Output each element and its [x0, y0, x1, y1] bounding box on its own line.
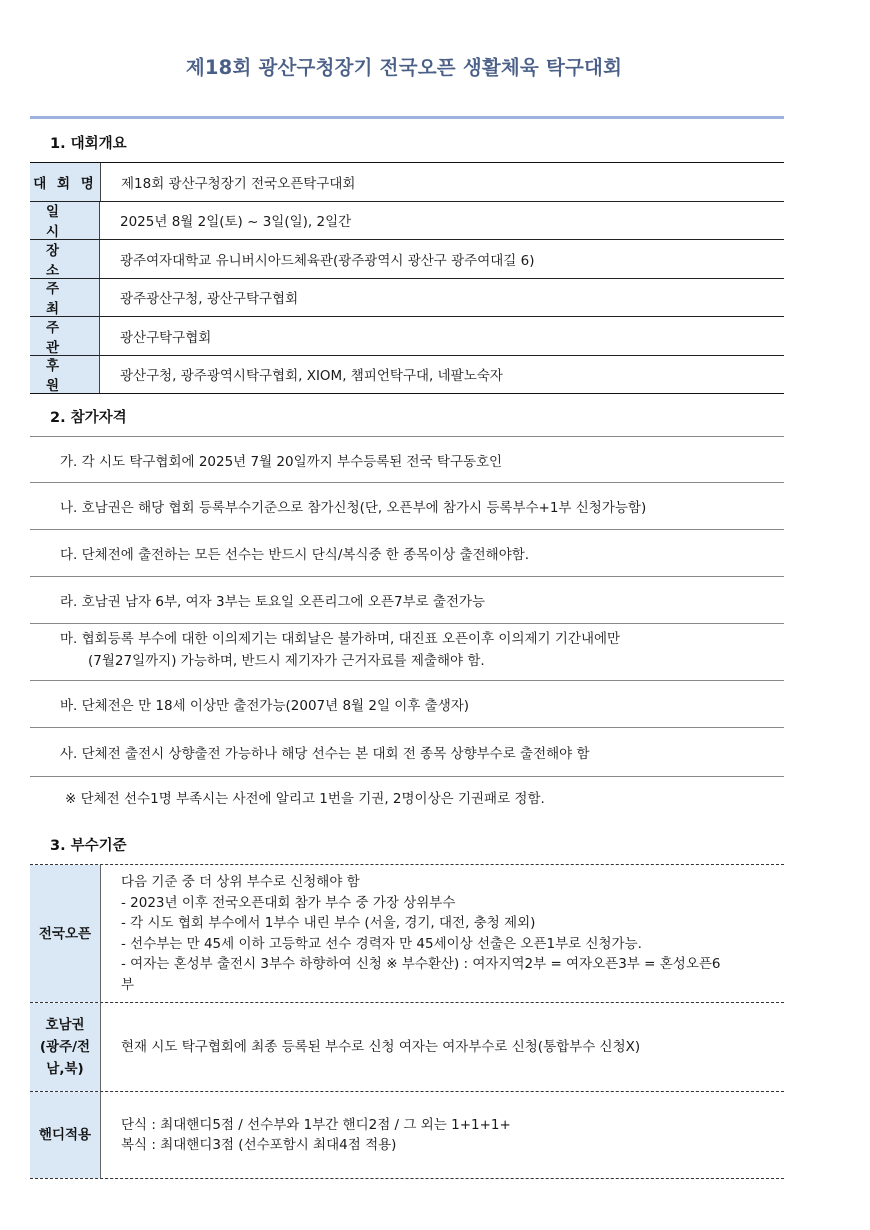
overview-row: [30, 201, 784, 240]
division-value: [101, 865, 784, 1002]
eligibility-item: 사. 단체전 출전시 상향출전 가능하나 해당 선수는 본 대회 전 종목 상향부수로 출전해야 함: [30, 727, 784, 776]
overview-label: 일 시: [30, 202, 100, 240]
overview-table: [30, 162, 784, 394]
eligibility-list: [30, 436, 784, 817]
division-label-text: 핸디적용: [38, 1127, 92, 1143]
overview-value: 2025년 8월 2일(토) ~ 3일(일), 2일간: [120, 214, 352, 231]
title-divider: [30, 116, 784, 119]
eligibility-item-continuation: (7월27일까지) 가능하며, 반드시 제기자가 근거자료를 제출해야 함.: [88, 653, 485, 669]
division-row-national-open: [30, 865, 784, 1002]
eligibility-item: 나. 호남권은 해당 협회 등록부수기준으로 참가신청(단, 오픈부에 참가시 등록부수+1부 신청가능함): [30, 482, 784, 529]
overview-label: 장 소: [30, 240, 100, 278]
eligibility-item: 바. 단체전은 만 18세 이상만 출전가능(2007년 8월 2일 이후 출생자): [30, 680, 784, 727]
division-row-handicap: [30, 1091, 784, 1178]
division-table: [30, 864, 784, 1179]
division-line: - 선수부는 만 45세 이하 고등학교 선수 경력자 만 45세이상 선출은 오픈1부로 신청가능.: [121, 935, 642, 952]
division-value: [101, 1003, 784, 1091]
overview-value: 광주광산구청, 광산구탁구협회: [120, 291, 299, 308]
division-row-honam: [30, 1002, 784, 1091]
overview-label: 후 원: [30, 356, 100, 394]
section-heading-eligibility: 2. 참가자격: [50, 410, 127, 426]
division-label-text: 전국오픈: [38, 925, 92, 942]
eligibility-item: 다. 단체전에 출전하는 모든 선수는 반드시 단식/복식중 한 종목이상 출전해야함.: [30, 529, 784, 576]
eligibility-item: [30, 623, 784, 680]
division-line: 부: [121, 976, 135, 993]
overview-value: 광산구탁구협회: [120, 329, 212, 346]
division-line: 복식 : 최대핸디3점 (선수포함시 최대4점 적용): [121, 1137, 397, 1153]
overview-label: 주 최: [30, 279, 100, 317]
division-line: 단식 : 최대핸디5점 / 선수부와 1부간 핸디2점 / 그 외는 1+1+1+: [121, 1116, 511, 1133]
eligibility-item: 가. 각 시도 탁구협회에 2025년 7월 20일까지 부수등록된 전국 탁구동호인: [30, 436, 784, 482]
eligibility-item: 라. 호남권 남자 6부, 여자 3부는 토요일 오픈리그에 오픈7부로 출전가능: [30, 576, 784, 623]
overview-row: [30, 163, 784, 201]
overview-row: [30, 316, 784, 355]
division-value: [101, 1092, 784, 1178]
page-title: 제18회 광산구청장기 전국오픈 생활체육 탁구대회: [185, 56, 623, 79]
overview-row: [30, 355, 784, 394]
eligibility-item-text: 마. 협회등록 부수에 대한 이의제기는 대회날은 불가하며, 대진표 오픈이후 이의제기 기간내에만: [60, 631, 621, 647]
overview-row: [30, 278, 784, 317]
overview-label: 주 관: [30, 317, 100, 355]
overview-value: 광산구청, 광주광역시탁구협회, XIOM, 챔피언탁구대, 네팔노숙자: [120, 368, 503, 385]
division-label: [30, 865, 101, 1002]
overview-value: 광주여자대학교 유니버시아드체육관(광주광역시 광산구 광주여대길 6): [120, 252, 535, 269]
section-heading-overview: 1. 대회개요: [50, 136, 127, 152]
section-heading-division: 3. 부수기준: [50, 838, 127, 854]
division-line: 현재 시도 탁구협회에 최종 등록된 부수로 신청 여자는 여자부수로 신청(통합부수 신청X): [121, 1038, 641, 1055]
division-label: [30, 1003, 101, 1091]
division-line: - 2023년 이후 전국오픈대회 참가 부수 중 가장 상위부수: [121, 894, 456, 911]
division-label-text: 남,북): [46, 1061, 84, 1077]
overview-row: [30, 239, 784, 278]
division-line: - 여자는 혼성부 출전시 3부수 하향하여 신청 ※ 부수환산) : 여자지역2부 = 여자오픈3부 = 혼성오픈6: [121, 956, 721, 972]
division-line: 다음 기준 중 더 상위 부수로 신청해야 함: [121, 874, 360, 890]
division-label-text: 호남권: [45, 1017, 85, 1033]
overview-label: 대 회 명: [30, 163, 101, 201]
division-line: - 각 시도 협회 부수에서 1부수 내린 부수 (서울, 경기, 대전, 충청 제외): [121, 915, 536, 931]
division-label: [30, 1092, 101, 1178]
overview-value: 제18회 광산구청장기 전국오픈탁구대회: [121, 175, 356, 192]
eligibility-note: ※ 단체전 선수1명 부족시는 사전에 알리고 1번을 기권, 2명이상은 기권패로 정함.: [30, 776, 784, 817]
division-label-text: (광주/전: [39, 1039, 91, 1055]
